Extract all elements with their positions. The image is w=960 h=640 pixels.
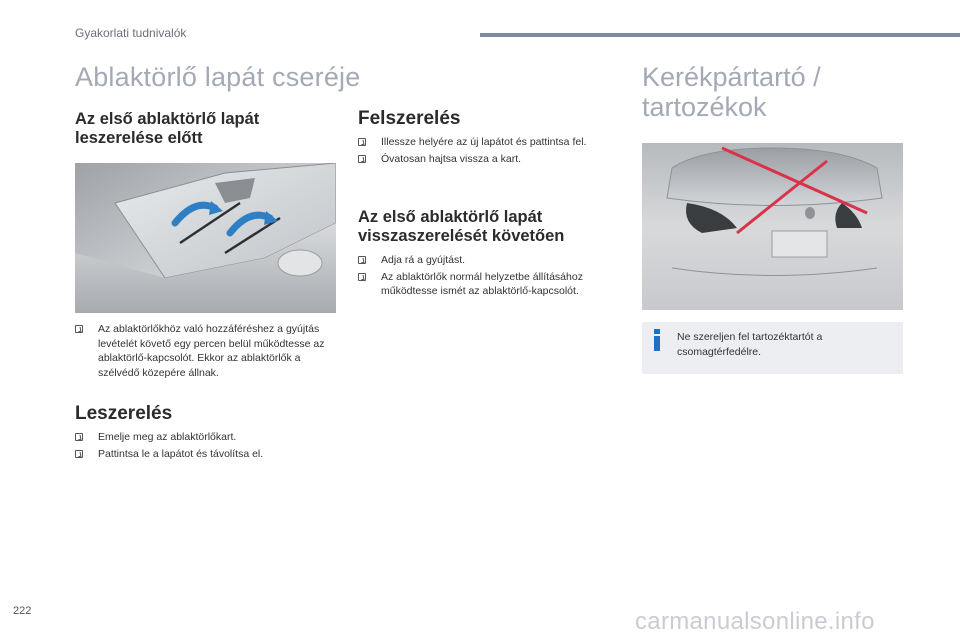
checkbox-square-icon [358,256,366,264]
list-item-text: Az ablaktörlőkhöz való hozzáféréshez a gyújtás levételét követő egy percen belül működtesse az ablaktörlő-kapcsolót. Ekkor az ablaktörlők a szélvédő közepére állnak. [98,323,325,379]
page-title: Ablaktörlő lapát cseréje [75,62,361,92]
right-title-line-1: Kerékpártartó / [642,62,821,92]
installation-heading: Felszerelés [358,108,461,129]
list-item [358,152,608,167]
list-item [358,253,598,268]
after-reinstall-heading-line-1: Az első ablaktörlő lapát [358,208,543,226]
checkbox-square-icon [358,155,366,163]
checkbox-square-icon [358,273,366,281]
info-i-glyph [650,329,664,351]
removal-list [75,430,340,463]
right-title-line-2: tartozékok [642,92,767,122]
list-item-text: Pattintsa le a lapátot és távolítsa el. [98,447,264,460]
list-item [358,270,598,299]
list-item [358,135,608,150]
list-item-text: Óvatosan hajtsa vissza a kart. [381,152,522,165]
list-item-text: Emelje meg az ablaktörlőkart. [98,431,237,443]
tailgate-drawing [642,143,903,310]
list-item-text: Illessze helyére az új lapátot és pattintsa fel. [381,136,587,148]
list-item [75,322,340,380]
section-title: Gyakorlati tudnivalók [75,26,187,40]
header-accent-bar [480,33,960,37]
before-removal-heading-line-1: Az első ablaktörlő lapát [75,110,260,128]
after-reinstall-list [358,253,598,301]
windshield-wiper-illustration [75,163,336,313]
list-item [75,430,340,445]
tailgate-illustration [642,143,903,310]
list-item-text: Adja rá a gyújtást. [381,254,466,266]
checkbox-square-icon [75,450,83,458]
after-reinstall-heading [358,208,618,246]
checkbox-square-icon [75,325,83,333]
installation-list [358,135,608,168]
after-reinstall-heading-line-2: visszaszerelését követően [358,227,565,245]
before-removal-list [75,322,340,382]
info-text: Ne szereljen fel tartozéktartót a csomagtérfedélre. [677,331,823,358]
watermark: carmanualsonline.info [635,608,875,635]
list-item [75,447,340,462]
right-section-title [642,62,942,122]
checkbox-square-icon [358,138,366,146]
checkbox-square-icon [75,433,83,441]
before-removal-heading [75,110,335,148]
info-icon [650,329,664,351]
before-removal-heading-line-2: leszerelése előtt [75,129,203,147]
removal-heading: Leszerelés [75,403,173,424]
page-number: 222 [13,605,32,617]
windshield-wiper-drawing [75,163,336,313]
list-item-text: Az ablaktörlők normál helyzetbe állításához működtesse ismét az ablaktörlő-kapcsolót. [381,270,583,297]
